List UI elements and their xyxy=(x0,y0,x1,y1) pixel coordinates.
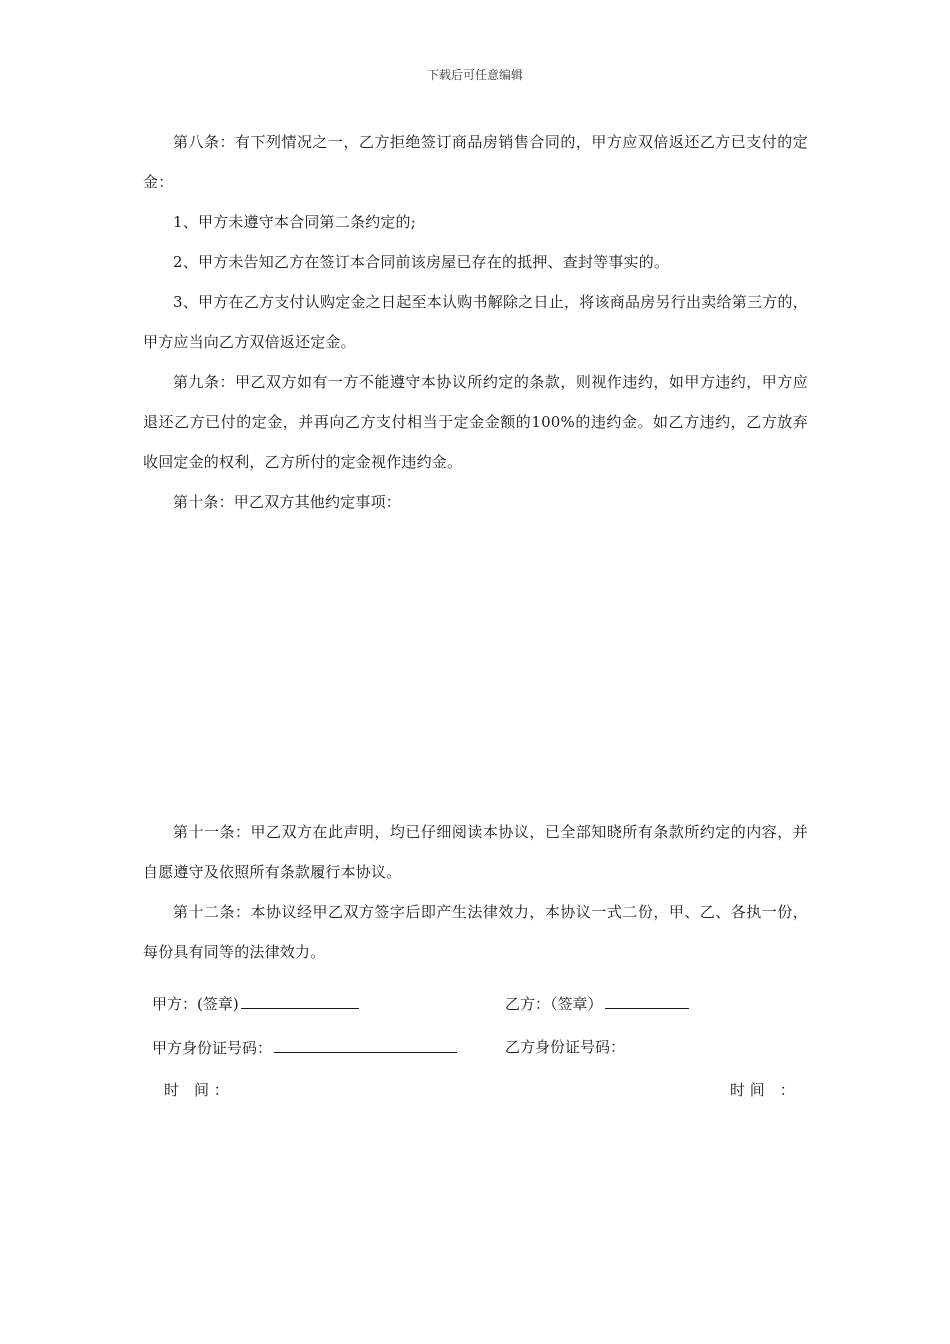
clause-8-item-1: 1、甲方未遵守本合同第二条约定的; xyxy=(173,213,416,231)
clause-8-item-3: 3、甲方在乙方支付认购定金之日起至本认购书解除之日止，将该商品房另行出卖给第三方的，甲方应当向乙方双倍返还定金。 xyxy=(143,293,808,351)
party-b-id-label: 乙方身份证号码： xyxy=(505,1038,626,1056)
other-terms-blank-area xyxy=(143,522,808,812)
page-header: 下载后可任意编辑 xyxy=(426,68,523,82)
clause-8: 第八条：有下列情况之一，乙方拒绝签订商品房销售合同的，甲方应双倍返还乙方已支付的定金： xyxy=(143,133,808,191)
party-b-signature xyxy=(505,991,689,1016)
party-a-signature-label: 甲方：(签章) xyxy=(152,995,239,1013)
time-row xyxy=(0,1078,950,1102)
id-number-row xyxy=(0,1035,950,1059)
contract-body xyxy=(143,122,808,972)
clause-9: 第九条：甲乙双方如有一方不能遵守本协议所约定的条款，则视作违约，如甲方违约，甲方应退还乙方已付的定金，并再向乙方支付相当于定金金额的100%的违约金。如乙方违约，乙方放弃收回定金的权利，乙方所付的定金视作违约金。 xyxy=(143,373,808,471)
party-a-id-line xyxy=(274,1035,457,1053)
party-b-signature-label: 乙方：（签章） xyxy=(505,995,603,1013)
party-a-id xyxy=(152,1035,457,1060)
clause-8-item-2: 2、甲方未告知乙方在签订本合同前该房屋已存在的抵押、查封等事实的。 xyxy=(173,253,670,271)
signature-row xyxy=(0,991,950,1015)
party-a-time: 时 间 ： xyxy=(164,1081,229,1099)
party-b-time: 时 间 ： xyxy=(730,1081,795,1099)
clause-11: 第十一条：甲乙双方在此声明，均已仔细阅读本协议，已全部知晓所有条款所约定的内容，并自愿遵守及依照所有条款履行本协议。 xyxy=(143,823,808,881)
party-b-id xyxy=(505,1035,625,1059)
clause-12: 第十二条：本协议经甲乙双方签字后即产生法律效力，本协议一式二份，甲、乙、各执一份，每份具有同等的法律效力。 xyxy=(143,903,808,961)
clause-10: 第十条：甲乙双方其他约定事项： xyxy=(173,493,402,511)
party-a-signature xyxy=(152,991,359,1016)
party-a-signature-line xyxy=(241,991,359,1009)
party-b-signature-line xyxy=(605,991,689,1009)
party-a-id-label: 甲方身份证号码： xyxy=(152,1039,273,1057)
